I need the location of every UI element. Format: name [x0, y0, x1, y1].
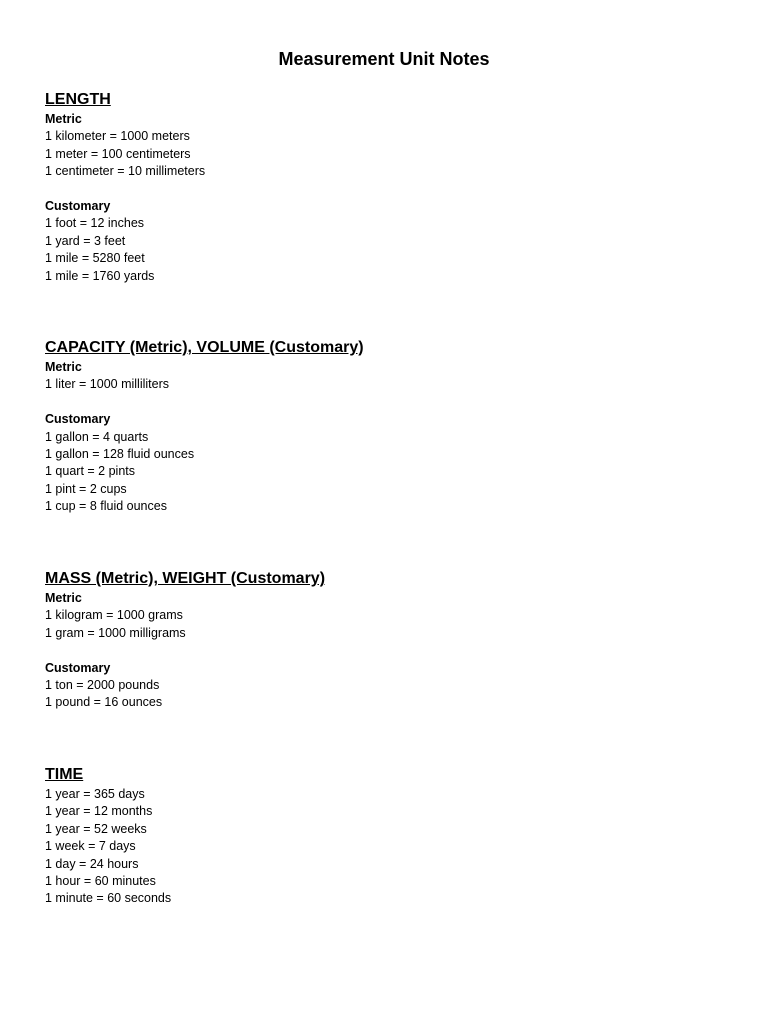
- time-line: 1 year = 52 weeks: [45, 821, 147, 836]
- spacer: [45, 181, 725, 198]
- mass-heading: MASS (Metric), WEIGHT (Customary): [45, 570, 326, 587]
- capacity-heading: CAPACITY (Metric), VOLUME (Customary): [45, 339, 364, 356]
- time-line: 1 week = 7 days: [45, 839, 136, 854]
- capacity-customary-line: 1 gallon = 128 fluid ounces: [45, 447, 195, 462]
- length-section: [45, 90, 725, 285]
- capacity-customary-line: 1 quart = 2 pints: [45, 464, 135, 479]
- length-customary-line: 1 foot = 12 inches: [45, 216, 145, 231]
- length-customary-line: 1 mile = 1760 yards: [45, 268, 155, 283]
- capacity-metric-label: Metric: [45, 360, 82, 374]
- time-line: 1 day = 24 hours: [45, 856, 139, 871]
- spacer: [45, 394, 725, 411]
- mass-customary-line: 1 pound = 16 ounces: [45, 695, 163, 710]
- page-title: Measurement Unit Notes: [278, 49, 490, 69]
- capacity-section: [45, 338, 725, 516]
- mass-metric-label: Metric: [45, 591, 82, 605]
- capacity-metric-line: 1 liter = 1000 milliliters: [45, 377, 170, 392]
- capacity-customary-label: Customary: [45, 412, 111, 427]
- length-heading: LENGTH: [45, 91, 111, 108]
- spacer: [45, 642, 725, 659]
- time-line: 1 hour = 60 minutes: [45, 874, 156, 889]
- mass-section: [45, 569, 725, 712]
- length-customary-label: Customary: [45, 199, 111, 214]
- mass-customary-line: 1 ton = 2000 pounds: [45, 678, 160, 693]
- length-metric-line: 1 meter = 100 centimeters: [45, 146, 191, 161]
- time-line: 1 minute = 60 seconds: [45, 891, 172, 906]
- length-metric-line: 1 kilometer = 1000 meters: [45, 129, 190, 144]
- mass-metric-line: 1 kilogram = 1000 grams: [45, 608, 183, 623]
- mass-metric-line: 1 gram = 1000 milligrams: [45, 625, 186, 640]
- length-customary-line: 1 mile = 5280 feet: [45, 251, 145, 266]
- length-metric-line: 1 centimeter = 10 millimeters: [45, 164, 206, 179]
- length-customary-line: 1 yard = 3 feet: [45, 233, 126, 248]
- mass-customary-label: Customary: [45, 660, 111, 675]
- time-section: [45, 765, 725, 908]
- time-heading: TIME: [45, 766, 84, 783]
- capacity-customary-line: 1 cup = 8 fluid ounces: [45, 499, 167, 514]
- length-metric-label: Metric: [45, 112, 82, 126]
- capacity-customary-line: 1 gallon = 4 quarts: [45, 429, 149, 444]
- capacity-customary-line: 1 pint = 2 cups: [45, 481, 127, 496]
- time-line: 1 year = 12 months: [45, 804, 153, 819]
- time-line: 1 year = 365 days: [45, 787, 145, 801]
